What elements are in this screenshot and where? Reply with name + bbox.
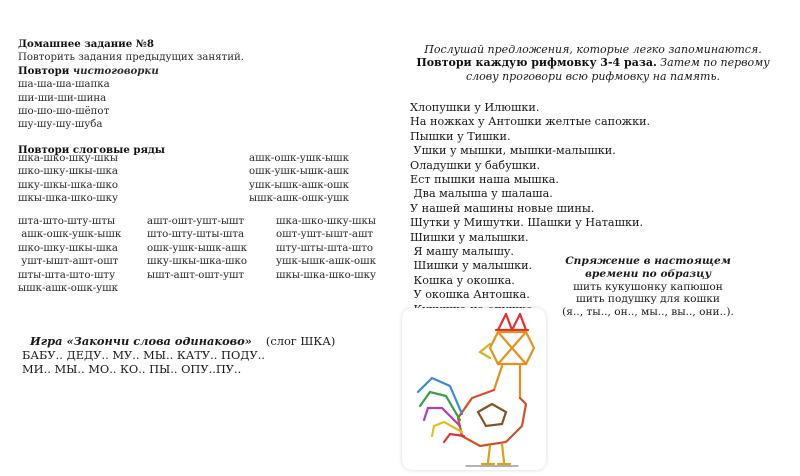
- syllable-row: ошт-ушт-ышт-ашт: [276, 229, 374, 241]
- syllable-row: шты-шта-што-шту: [18, 269, 116, 281]
- syllable-row: шка-шко-шку-шкы: [276, 216, 376, 227]
- syllable-row: што-шту-шты-шта: [147, 229, 245, 241]
- game-title-line: [22, 334, 335, 348]
- syllable-row: шку-шкы-шка-шко: [147, 256, 247, 268]
- syllable-rows-a1: [18, 152, 118, 206]
- syllable-row: ашк-ошк-ушк-ышк: [18, 229, 122, 241]
- tongue-twister-line: ша-ша-ша-шапка: [18, 79, 110, 91]
- syllable-row: ышк-ашк-ошк-ушк: [18, 283, 118, 295]
- syllable-row: шту-шты-шта-што: [276, 242, 374, 254]
- tongue-twisters-title: [18, 65, 244, 78]
- game-section: [22, 334, 335, 377]
- task-text: [408, 56, 778, 83]
- rhyme-line: Хлопушки у Илюшки.: [410, 101, 540, 114]
- rhyme-line: У окошка Антошка.: [410, 288, 530, 302]
- syllable-row: шка-шко-шку-шкы: [18, 153, 118, 164]
- rhyme-line: Шишки у малышки.: [410, 259, 533, 273]
- syllable-row: шкы-шка-шко-шку: [18, 193, 118, 205]
- tongue-twister-line: шу-шу-шу-шуба: [18, 119, 103, 131]
- homework-text: Повторить задания предыдущих занятий.: [18, 52, 245, 64]
- rooster-picture: [402, 308, 546, 470]
- syllable-row: шко-шку-шкы-шка: [18, 242, 118, 254]
- rhyme-line: Шутки у Мишутки. Шашки у Наташки.: [410, 216, 643, 230]
- rhyme-line: Шишки у малышки.: [410, 230, 529, 244]
- syllable-row: шта-што-шту-шты: [18, 216, 116, 227]
- syllable-rows-b3: [276, 215, 376, 282]
- game-line: БАБУ.. ДЕДУ.. МУ.. МЫ.. КАТУ.. ПОДУ..: [22, 348, 266, 363]
- syllable-rows-b1: [18, 215, 121, 295]
- conjugation-title: Спряжение в настоящем времени по образцу: [565, 255, 731, 280]
- homework-title: Домашнее задание №8: [18, 38, 154, 50]
- task-rest: Затем по первому слову проговори всю рифмовку на память.: [466, 56, 770, 83]
- rhyme-line: Ест пышки наша мышка.: [410, 173, 559, 187]
- intro-text: Послушай предложения, которые легко запоминаются.: [424, 43, 762, 56]
- rhyme-line: Кошка у окошка.: [410, 273, 515, 287]
- syllable-row: ошк-ушк-ышк-ашк: [249, 166, 349, 178]
- syllable-row: ушк-ышк-ашк-ошк: [249, 179, 349, 191]
- syllable-row: шкы-шка-шко-шку: [276, 269, 376, 281]
- syllable-row: шку-шкы-шка-шко: [18, 179, 118, 191]
- syllable-row: ушк-ышк-ашк-ошк: [276, 256, 376, 268]
- syllables-title: Повтори слоговые ряды: [18, 143, 166, 156]
- tongue-twister-line: шо-шо-шо-шёпот: [18, 106, 110, 118]
- syllable-row: шко-шку-шкы-шка: [18, 166, 118, 178]
- rhyme-line: Оладушки у бабушки.: [410, 158, 541, 172]
- rhyme-line: На ножках у Антошки желтые сапожки.: [410, 115, 651, 129]
- rhyme-line: Я машу малышу.: [410, 245, 514, 259]
- tongue-twisters-title-bold: Повтори: [18, 64, 70, 77]
- tongue-twister-line: ши-ши-ши-шина: [18, 92, 107, 104]
- syllable-row: ышт-ашт-ошт-ушт: [147, 269, 245, 281]
- tongue-twisters-title-italic: чистоговорки: [69, 64, 159, 77]
- rooster-icon: [402, 308, 546, 470]
- conjugation-line: шить подушку для кошки: [575, 293, 720, 306]
- game-note: (слог ШКА): [265, 334, 336, 348]
- game-line: МИ.. МЫ.. МО.. КО.. ПЫ.. ОПУ..ПУ..: [22, 362, 242, 377]
- rhyme-line: Ушки у мышки, мышки-малышки.: [410, 144, 616, 158]
- conjugation-line: шить кукушонку капюшон: [573, 280, 723, 293]
- rhyme-line: Два малыша у шалаша.: [410, 187, 553, 201]
- conjugation-line: (я.., ты.., он.., мы.., вы.., они..).: [562, 306, 734, 319]
- syllable-row: ашт-ошт-ушт-ышт: [147, 216, 245, 227]
- syllable-row: ошк-ушк-ышк-ашк: [147, 242, 247, 254]
- syllable-row: ушт-ышт-ашт-ошт: [18, 256, 119, 268]
- right-instructions: [408, 43, 778, 83]
- rhyme-line: Пышки у Тишки.: [410, 129, 511, 143]
- task-bold: Повтори каждую рифмовку 3-4 раза.: [416, 56, 657, 70]
- syllable-rows-a2: [249, 152, 349, 206]
- rhyme-line: У нашей машины новые шины.: [410, 201, 595, 215]
- game-title: Игра «Закончи слова одинаково»: [30, 334, 252, 348]
- conjugation-box: [543, 255, 753, 319]
- syllable-row: ашк-ошк-ушк-ышк: [249, 153, 349, 164]
- syllable-rows-b2: [147, 215, 247, 282]
- homework-section: [18, 38, 244, 157]
- syllable-row: ышк-ашк-ошк-ушк: [249, 193, 349, 205]
